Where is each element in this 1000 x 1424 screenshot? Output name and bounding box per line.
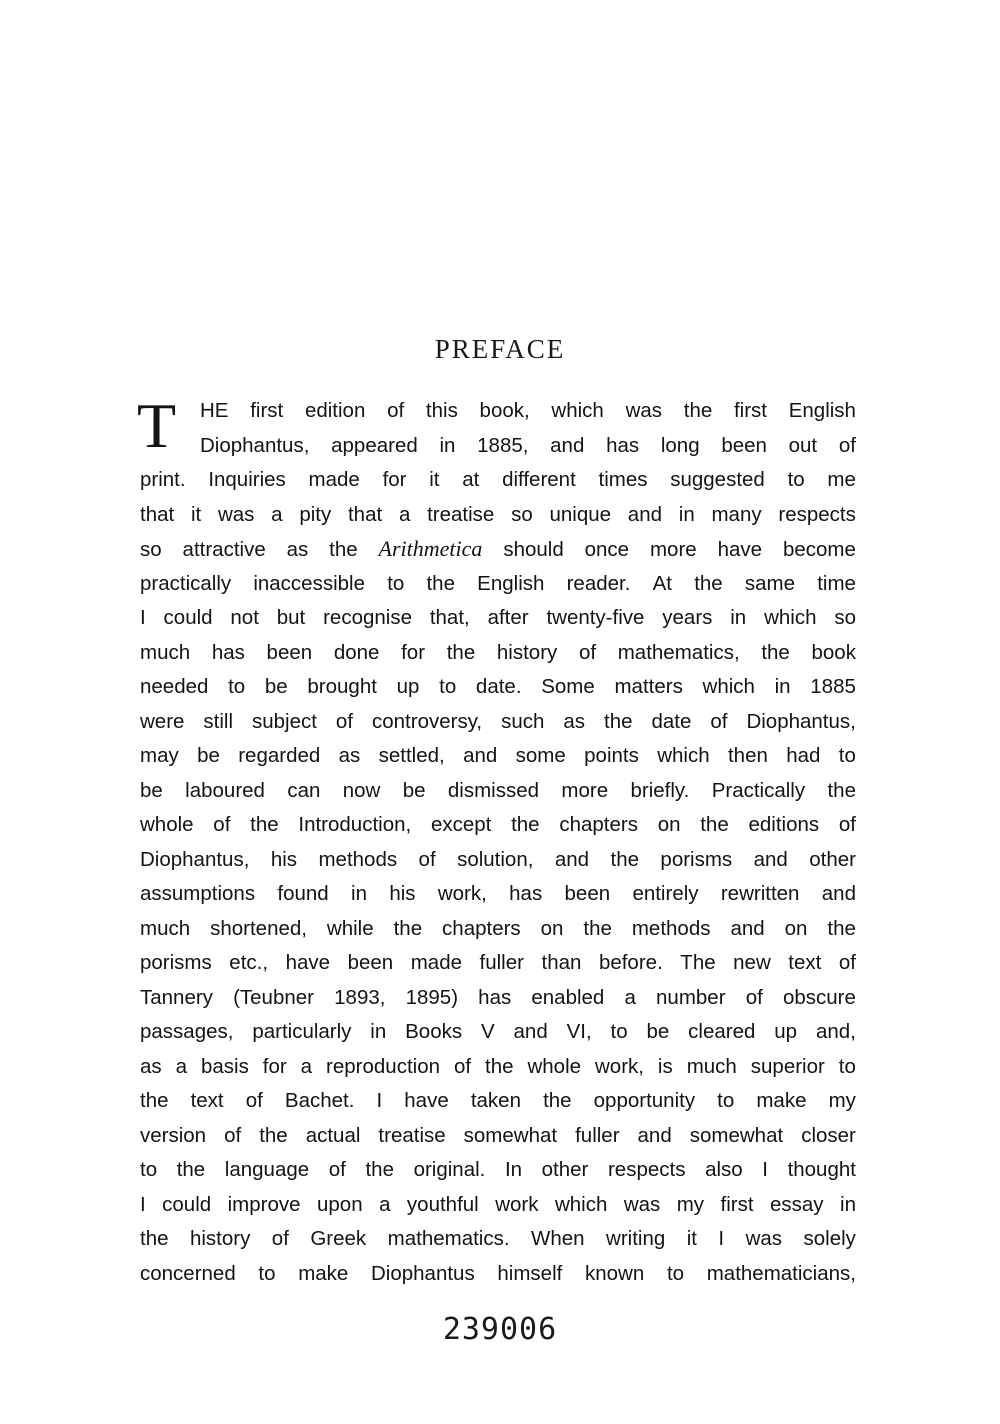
text-line: I could not but recognise that, after twenty-five years in which so	[140, 606, 856, 629]
text-line: much has been done for the history of mathematics, the book	[140, 640, 856, 664]
text-line: whole of the Introduction, except the chapters on the editions of	[140, 813, 856, 836]
text-line: Diophantus, appeared in 1885, and has long been out of	[200, 433, 856, 457]
preface-paragraph	[137, 390, 856, 1291]
text-line: were still subject of controversy, such as the date of Diophantus,	[140, 709, 856, 733]
text-line: to the language of the original. In other respects also I thought	[140, 1158, 856, 1181]
text-line: the history of Greek mathematics. When writing it I was solely	[140, 1227, 856, 1250]
text-line: the text of Bachet. I have taken the opportunity to make my	[140, 1089, 856, 1112]
text-line: be laboured can now be dismissed more briefly. Practically the	[140, 778, 856, 802]
text-line: so attractive as the Arithmetica should once more have become	[140, 536, 856, 561]
text-line: print. Inquiries made for it at different times suggested to me	[140, 468, 856, 491]
text-line: may be regarded as settled, and some points which then had to	[140, 744, 856, 767]
text-line: needed to be brought up to date. Some matters which in 1885	[140, 675, 856, 698]
text-line: Diophantus, his methods of solution, and the porisms and other	[140, 847, 856, 871]
page-heading: PREFACE	[434, 334, 566, 364]
text-line: Tannery (Teubner 1893, 1895) has enabled a number of obscure	[140, 985, 856, 1009]
text-line: practically inaccessible to the English reader. At the same time	[140, 571, 856, 595]
text-line: assumptions found in his work, has been entirely rewritten and	[140, 882, 856, 905]
text-line: version of the actual treatise somewhat fuller and somewhat closer	[140, 1123, 856, 1147]
text-line: much shortened, while the chapters on the methods and on the	[140, 916, 856, 940]
text-line: as a basis for a reproduction of the whole work, is much superior to	[140, 1054, 856, 1078]
text-line: that it was a pity that a treatise so unique and in many respects	[140, 502, 856, 526]
text-line: HE first edition of this book, which was the first English	[200, 399, 856, 422]
text-line: passages, particularly in Books V and VI, to be cleared up and,	[140, 1020, 856, 1043]
text-line: I could improve upon a youthful work which was my first essay in	[140, 1192, 856, 1216]
drop-cap: T	[137, 390, 177, 461]
text-line: concerned to make Diophantus himself known to mathematicians,	[140, 1261, 856, 1285]
library-stamp-number: 239006	[442, 1312, 558, 1347]
text-line: porisms etc., have been made fuller than before. The new text of	[140, 951, 856, 974]
